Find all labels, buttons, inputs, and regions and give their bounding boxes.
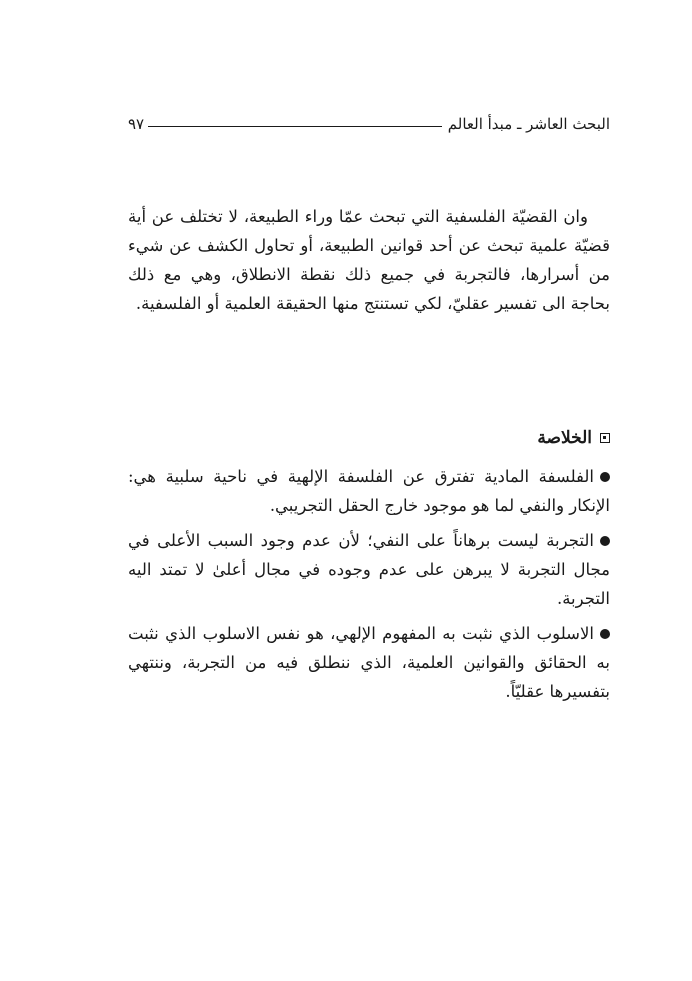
list-item (128, 462, 610, 520)
running-header (128, 112, 610, 136)
list-item (128, 619, 610, 706)
bullet-text: التجربة ليست برهاناً على النفي؛ لأن عدم وجود السبب الأعلى في مجال التجربة لا يبرهن على عدم وجوده في مجال أعلىٰ لا تمتد اليه التجربة. (128, 531, 610, 608)
bullet-text: الفلسفة المادية تفترق عن الفلسفة الإلهية في ناحية سلبية هي: الإنكار والنفي لما هو موجود خارج الحقل التجريبي. (128, 467, 610, 515)
summary-heading-text: الخلاصة (537, 428, 592, 448)
square-bullet-icon (600, 433, 610, 443)
intro-section (128, 202, 610, 318)
bullet-dot-icon (600, 536, 610, 546)
header-title: البحث العاشر ـ مبدأ العالم (447, 115, 610, 133)
bullet-text: الاسلوب الذي نثبت به المفهوم الإلهي، هو نفس الاسلوب الذي نثبت به الحقائق والقوانين العلمية، الذي ننطلق فيه من التجربة، وننتهي بتفسيرها عقليّاً. (128, 624, 610, 701)
summary-list (128, 462, 610, 712)
list-item (128, 526, 610, 613)
bullet-dot-icon (600, 472, 610, 482)
intro-paragraph: وان القضيّة الفلسفية التي تبحث عمّا وراء الطبيعة، لا تختلف عن أية قضيّة علمية تبحث عن أحد قوانين الطبيعة، أو تحاول الكشف عن شيء من أسرارها، فالتجربة في جميع ذلك نقطة الانطلاق، وهي مع ذلك بحاجة الى تفسير عقليّ، لكي تستنتج منها الحقيقة العلمية أو الفلسفية. (128, 207, 610, 313)
summary-heading (128, 428, 610, 448)
page-number: ٩٧ (128, 115, 145, 133)
header-rule (148, 126, 442, 127)
bullet-dot-icon (600, 629, 610, 639)
